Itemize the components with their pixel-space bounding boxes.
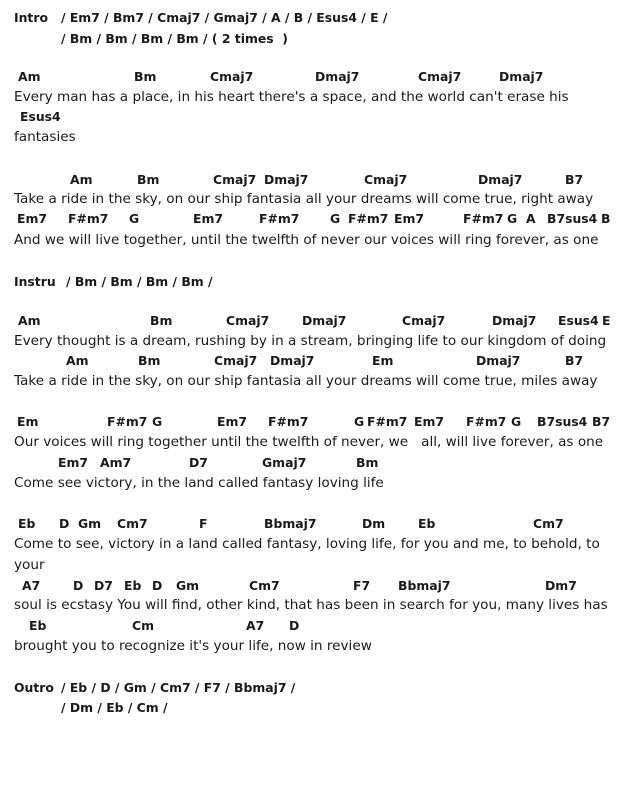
chord-row [0, 455, 620, 475]
lyric-row [0, 373, 620, 393]
chord: B7sus4 [547, 211, 598, 226]
chord: Eb [418, 516, 436, 531]
lyric-line: Our voices will ring together until the twelfth of never, we all, will live forever, as one [14, 434, 604, 450]
chord: F#m7 [268, 414, 309, 429]
chord: Cmaj7 [364, 172, 408, 187]
chord: Dmaj7 [499, 69, 544, 84]
lyric-line: soul is ecstasy You will find, other kind, that has been in search for you, many lives has [14, 597, 608, 613]
instru-row [0, 274, 620, 294]
lyric-row [0, 475, 620, 495]
intro-label: Intro [14, 10, 48, 25]
chord: A7 [246, 618, 265, 633]
chord: G [507, 211, 518, 226]
instru-progression: / Bm / Bm / Bm / Bm / [66, 274, 213, 289]
chord: Dmaj7 [492, 313, 537, 328]
chord: G [330, 211, 341, 226]
chord: Em [17, 414, 39, 429]
chord-row [0, 69, 620, 89]
chord: E [602, 313, 611, 328]
chord-row [0, 414, 620, 434]
chord: Cmaj7 [402, 313, 446, 328]
chord: A [526, 211, 536, 226]
chord: Am7 [100, 455, 132, 470]
chord: Cm7 [533, 516, 564, 531]
chord: F#m7 [367, 414, 408, 429]
chord: Bm [137, 172, 160, 187]
chord-row [0, 109, 620, 129]
lyric-line: And we will live together, until the twelfth of never our voices will ring forever, as one [14, 232, 599, 248]
lyric-line: fantasies [14, 129, 76, 145]
chord: Cm [132, 618, 155, 633]
outro-row-2 [0, 700, 620, 720]
chord: G [129, 211, 140, 226]
chord: Em7 [17, 211, 47, 226]
chord: Esus4 [20, 109, 61, 124]
lyric-row [0, 129, 620, 149]
lyric-row [0, 232, 620, 252]
chord-row [0, 211, 620, 231]
chord: B7sus4 [537, 414, 588, 429]
chord: Bm [138, 353, 161, 368]
chord: Eb [18, 516, 36, 531]
chord-row [0, 618, 620, 638]
chord: Bm [356, 455, 379, 470]
lyric-row [0, 333, 620, 353]
lyric-line: your [14, 557, 45, 573]
chord: F7 [353, 578, 371, 593]
chord: Em7 [58, 455, 88, 470]
lyric-line: Take a ride in the sky, on our ship fantasia all your dreams will come true, miles away [14, 373, 598, 389]
intro-progression-2: / Bm / Bm / Bm / Bm / ( 2 times ) [61, 31, 288, 46]
chord: D [289, 618, 300, 633]
chord: Bbmaj7 [398, 578, 451, 593]
chord: Am [18, 69, 41, 84]
chord: F [199, 516, 208, 531]
chord: F#m7 [348, 211, 389, 226]
chord: B7 [565, 172, 584, 187]
chord: Cmaj7 [213, 172, 257, 187]
chord: Cmaj7 [210, 69, 254, 84]
chord: F#m7 [259, 211, 300, 226]
lyric-row [0, 536, 620, 556]
outro-progression: / Eb / D / Gm / Cm7 / F7 / Bbmaj7 / [61, 680, 296, 695]
chord: Eb [29, 618, 47, 633]
chord: Bbmaj7 [264, 516, 317, 531]
chord: F#m7 [107, 414, 148, 429]
chord: Gmaj7 [262, 455, 307, 470]
chord: Gm [176, 578, 200, 593]
chord: Cmaj7 [226, 313, 270, 328]
chord: Dmaj7 [478, 172, 523, 187]
lyric-line: Every thought is a dream, rushing by in a stream, bringing life to our kingdom of doing [14, 333, 607, 349]
chord: Dmaj7 [476, 353, 521, 368]
chord: D7 [94, 578, 113, 593]
lyric-row [0, 434, 620, 454]
instru-label: Instru [14, 274, 56, 289]
chord: F#m7 [466, 414, 507, 429]
chord: Em7 [414, 414, 444, 429]
chord: D [59, 516, 70, 531]
chord: G [511, 414, 522, 429]
intro-progression: / Em7 / Bm7 / Cmaj7 / Gmaj7 / A / B / Esus4 / E / [61, 10, 388, 25]
chord: Bm [150, 313, 173, 328]
chord: D7 [189, 455, 208, 470]
chord: Am [18, 313, 41, 328]
chord: Esus4 [558, 313, 599, 328]
chord: Dm [362, 516, 386, 531]
chord: A7 [22, 578, 41, 593]
chord-row [0, 353, 620, 373]
chord: Cmaj7 [418, 69, 462, 84]
outro-label: Outro [14, 680, 54, 695]
chord: Bm [134, 69, 157, 84]
chord-row [0, 172, 620, 192]
outro-progression-2: / Dm / Eb / Cm / [61, 700, 168, 715]
lyric-row [0, 89, 620, 109]
lyric-row [0, 557, 620, 577]
chord: Cm7 [117, 516, 148, 531]
chord: G [354, 414, 365, 429]
chord: G [152, 414, 163, 429]
chord: B [601, 211, 611, 226]
chord: Dmaj7 [302, 313, 347, 328]
chord: B7 [565, 353, 584, 368]
lyric-line: Come see victory, in the land called fantasy loving life [14, 475, 384, 491]
chord: Eb [124, 578, 142, 593]
intro-row-2 [0, 31, 620, 51]
chord: Em7 [193, 211, 223, 226]
lyric-line: Take a ride in the sky, on our ship fantasia all your dreams will come true, right away [14, 191, 594, 207]
chord-row [0, 516, 620, 536]
lyric-row [0, 597, 620, 617]
lyric-row [0, 638, 620, 658]
chord: F#m7 [68, 211, 109, 226]
chord: Dm7 [545, 578, 577, 593]
chord: Dmaj7 [264, 172, 309, 187]
chord: Em [372, 353, 394, 368]
lyric-row [0, 191, 620, 211]
chord: Dmaj7 [270, 353, 315, 368]
chord: Em7 [394, 211, 424, 226]
chord: Gm [78, 516, 102, 531]
chord: D [73, 578, 84, 593]
lyric-line: Come to see, victory in a land called fantasy, loving life, for you and me, to behold, to [14, 536, 600, 552]
chord: Am [70, 172, 93, 187]
chord: Cm7 [249, 578, 280, 593]
chord-row [0, 578, 620, 598]
chord-row [0, 313, 620, 333]
chord: B7 [592, 414, 611, 429]
chord: F#m7 [463, 211, 504, 226]
lyric-line: brought you to recognize it's your life, now in review [14, 638, 372, 654]
chord: Am [66, 353, 89, 368]
intro-row [0, 10, 620, 30]
chord: Dmaj7 [315, 69, 360, 84]
chord: D [152, 578, 163, 593]
chord: Em7 [217, 414, 247, 429]
lyric-line: Every man has a place, in his heart there's a space, and the world can't erase his [14, 89, 569, 105]
outro-row [0, 680, 620, 700]
chord: Cmaj7 [214, 353, 258, 368]
